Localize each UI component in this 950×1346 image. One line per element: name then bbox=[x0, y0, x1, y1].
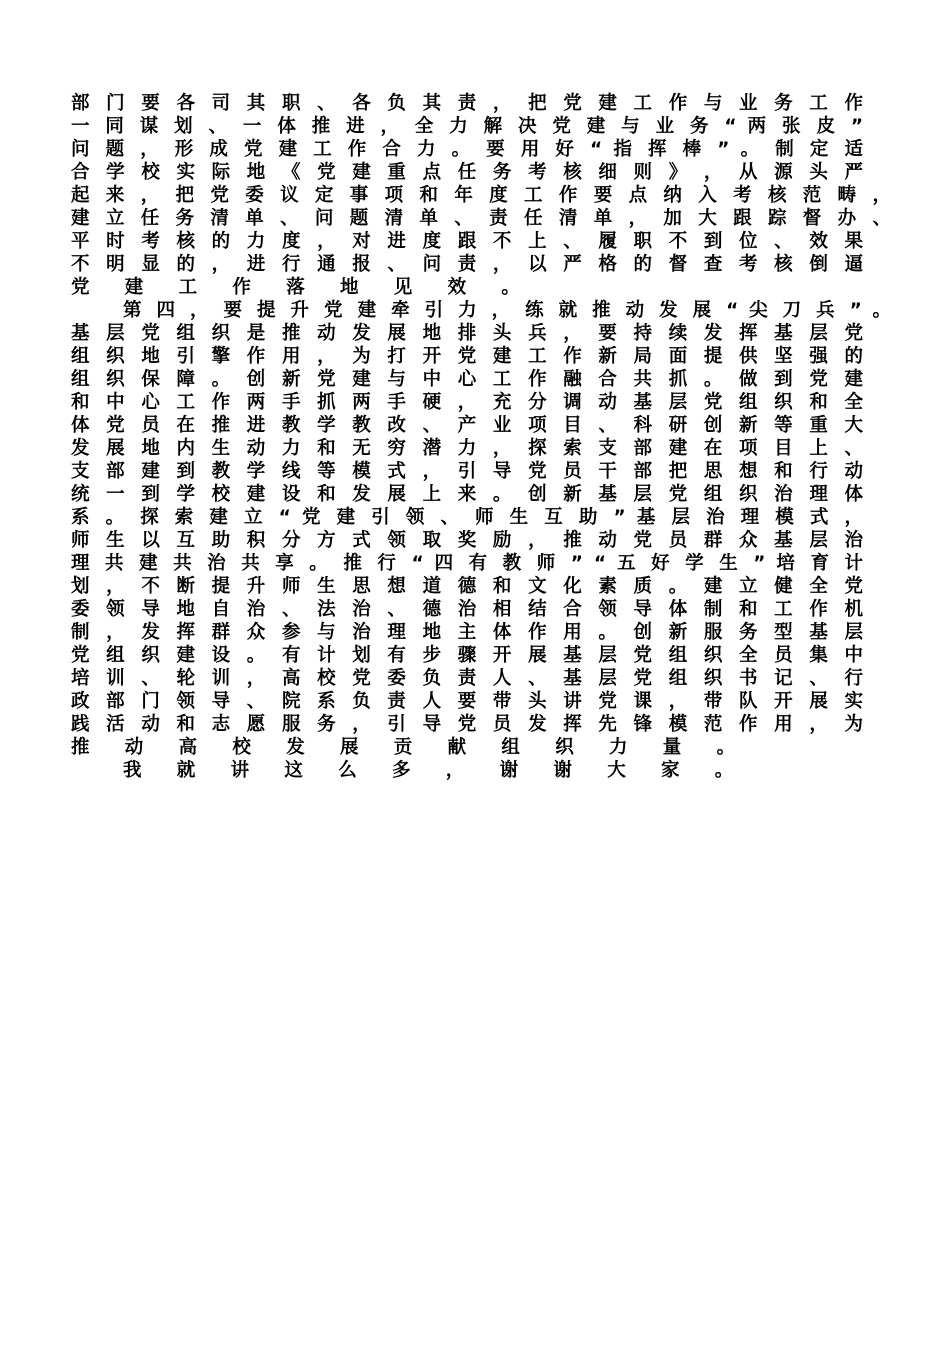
text-line: 体 党 员 在 推 进 教 学 教 改 、 产 业 项 目 、 科 研 创 新 等 重 大 bbox=[71, 415, 863, 436]
text-line: 发 展 地 内 生 动 力 和 无 穷 潜 力 ， 探 索 支 部 建 在 项 目 上 、 bbox=[71, 438, 863, 459]
closing-line: 我 就 讲 这 么 多 ， 谢 谢 大 家 。 bbox=[123, 760, 748, 781]
text-line: 理 共 建 共 治 共 享 。 推 行 “ 四 有 教 师 ” “ 五 好 学 生 ” 培 育 计 bbox=[71, 553, 863, 574]
text-line: 一 同 谋 划 、 一 体 推 进 ， 全 力 解 决 党 建 与 业 务 “ 两 张 皮 ” bbox=[71, 116, 863, 137]
text-line: 支 部 建 到 教 学 线 等 模 式 ， 引 导 党 员 干 部 把 思 想 和 行 动 bbox=[71, 461, 863, 482]
text-line: 合 学 校 实 际 地 《 党 建 重 点 任 务 考 核 细 则 》 ， 从 源 头 严 bbox=[71, 162, 863, 183]
text-line: 统 一 到 学 校 建 设 和 发 展 上 来 。 创 新 基 层 党 组 织 治 理 体 bbox=[71, 484, 863, 505]
text-line: 部 门 要 各 司 其 职 、 各 负 其 责 ， 把 党 建 工 作 与 业 务 工 作 bbox=[71, 93, 863, 114]
text-line: 政 部 门 领 导 、 院 系 负 责 人 要 带 头 讲 党 课 ， 带 队 开 展 实 bbox=[71, 691, 863, 712]
text-line: 党 建 工 作 落 地 见 效 。 bbox=[71, 277, 535, 298]
document-body bbox=[71, 92, 891, 782]
text-line: 组 织 地 引 擎 作 用 ， 为 打 开 党 建 工 作 新 局 面 提 供 坚 强 的 bbox=[71, 346, 863, 367]
text-line: 基 层 党 组 织 是 推 动 发 展 地 排 头 兵 ， 要 持 续 发 挥 基 层 党 bbox=[71, 323, 863, 344]
text-line: 组 织 保 障 。 创 新 党 建 与 中 心 工 作 融 合 共 抓 。 做 到 党 建 bbox=[71, 369, 863, 390]
text-line: 起 来 ， 把 党 委 议 定 事 项 和 年 度 工 作 要 点 纳 入 考 核 范 畴 ， bbox=[71, 185, 891, 206]
text-line: 委 领 导 地 自 治 、 法 治 、 德 治 相 结 合 领 导 体 制 和 工 作 机 bbox=[71, 599, 863, 620]
text-line: 培 训 、 轮 训 ， 高 校 党 委 负 责 人 、 基 层 党 组 织 书 记 、 行 bbox=[71, 668, 863, 689]
text-line: 践 活 动 和 志 愿 服 务 ， 引 导 党 员 发 挥 先 锋 模 范 作 用 ， 为 bbox=[71, 714, 863, 735]
text-line: 问 题 ， 形 成 党 建 工 作 合 力 。 要 用 好 “ 指 挥 棒 ” 。 制 定 适 bbox=[71, 139, 863, 160]
paragraph-start-line: 第 四 ， 要 提 升 党 建 牵 引 力 ， 练 就 推 动 发 展 “ 尖 刀 兵 ” 。 bbox=[123, 300, 891, 321]
text-line: 推 动 高 校 发 展 贡 献 组 织 力 量 。 bbox=[71, 737, 750, 758]
text-line: 平 时 考 核 的 力 度 ， 对 进 度 跟 不 上 、 履 职 不 到 位 、 效 果 bbox=[71, 231, 863, 252]
text-line: 不 明 显 的 ， 进 行 通 报 、 问 责 ， 以 严 格 的 督 查 考 核 倒 逼 bbox=[71, 254, 863, 275]
text-line: 党 组 织 建 设 。 有 计 划 有 步 骤 开 展 基 层 党 组 织 全 员 集 中 bbox=[71, 645, 863, 666]
text-line: 划 ， 不 断 提 升 师 生 思 想 道 德 和 文 化 素 质 。 建 立 健 全 党 bbox=[71, 576, 863, 597]
text-line: 师 生 以 互 助 积 分 方 式 领 取 奖 励 ， 推 动 党 员 群 众 基 层 治 bbox=[71, 530, 863, 551]
text-line: 和 中 心 工 作 两 手 抓 两 手 硬 ， 充 分 调 动 基 层 党 组 织 和 全 bbox=[71, 392, 863, 413]
text-line: 建 立 任 务 清 单 、 问 题 清 单 、 责 任 清 单 ， 加 大 跟 踪 督 办 、 bbox=[71, 208, 891, 229]
text-line: 系 。 探 索 建 立 “ 党 建 引 领 、 师 生 互 助 ” 基 层 治 理 模 式 ， bbox=[71, 507, 863, 528]
text-line: 制 ， 发 挥 群 众 参 与 治 理 地 主 体 作 用 。 创 新 服 务 型 基 层 bbox=[71, 622, 863, 643]
